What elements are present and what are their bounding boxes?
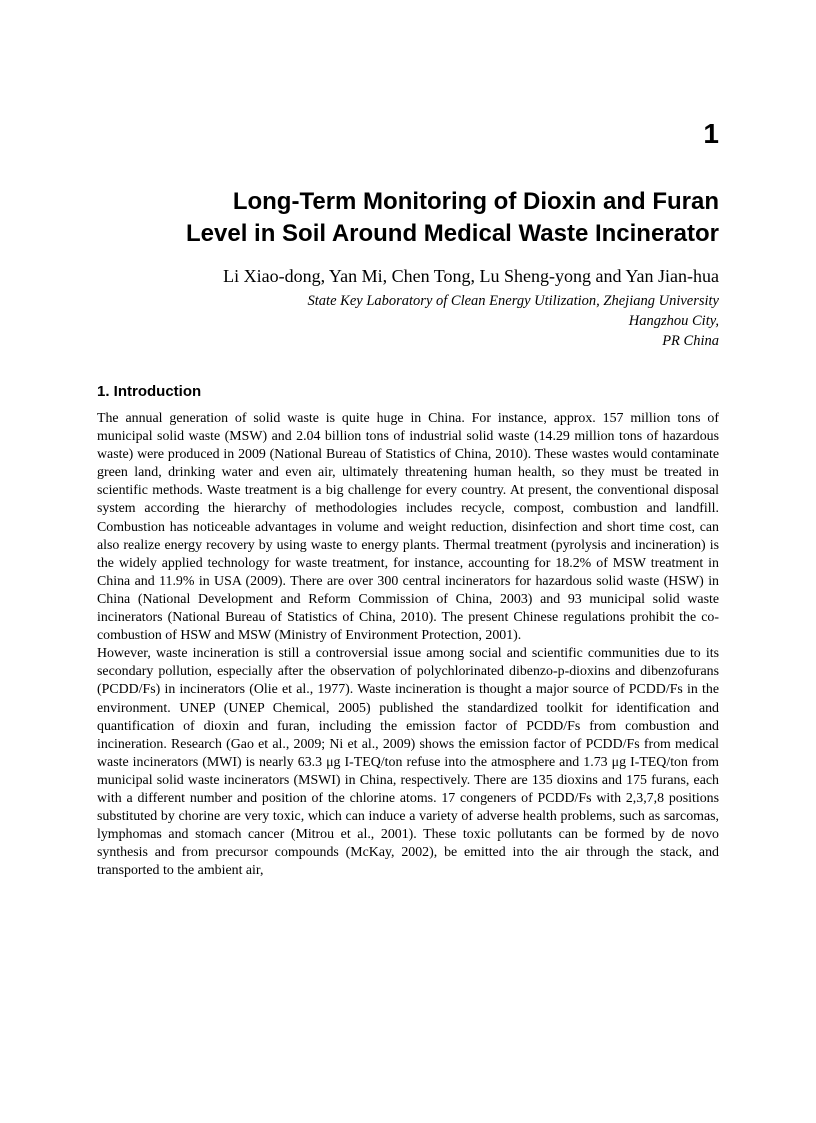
author-list: Li Xiao-dong, Yan Mi, Chen Tong, Lu Sheng-yong and Yan Jian-hua <box>223 266 719 286</box>
body-text <box>97 410 719 880</box>
affiliation-line-3: PR China <box>662 333 719 349</box>
title-line-2: Level in Soil Around Medical Waste Incinerator <box>186 220 719 247</box>
title-line-1: Long-Term Monitoring of Dioxin and Furan <box>232 188 719 215</box>
affiliation-line-2: Hangzhou City, <box>628 313 719 329</box>
paragraph-1: The annual generation of solid waste is quite huge in China. For instance, approx. 157 million tons of municipal solid waste (MSW) and 2.04 billion tons of industrial solid waste (14.29 million tons of hazardous waste) were produced in 2009 (National Bureau of Statistics of China, 2010). These wastes would contaminate green land, drinking water and even air, ultimately threatening human health, so they must be treated in scientific methods. Waste treatment is a big challenge for every country. At present, the conventional disposal system according the hierarchy of methodologies includes recycle, compost, combustion and landfill. Combustion has noticeable advantages in volume and weight reduction, disinfection and short time cost, can also realize energy recovery by using waste to energy plants. Thermal treatment (pyrolysis and incineration) is the widely applied technology for waste treatment, for instance, accounting for 18.2% of MSW treatment in China and 11.9% in USA (2009). There are over 300 central incinerators for hazardous solid waste (HSW) in China (National Development and Reform Commission of China, 2003) and 93 municipal solid waste incinerators (National Bureau of Statistics of China, 2010). The present Chinese regulations prohibit the co-combustion of HSW and MSW (Ministry of Environment Protection, 2001). <box>97 411 719 644</box>
chapter-number: 1 <box>703 118 719 149</box>
paper-title <box>79 186 719 250</box>
section-heading: 1. Introduction <box>97 383 202 400</box>
paragraph-2: However, waste incineration is still a controversial issue among social and scientific communities due to its secondary pollution, especially after the observation of polychlorinated dibenzo-p-dioxins and dibenzofurans (PCDD/Fs) in incinerators (Olie et al., 1977). Waste incineration is thought a major source of PCDD/Fs in the environment. UNEP (UNEP Chemical, 2005) published the standardized toolkit for identification and quantification of dioxin and furan, including the emission factor of PCDD/Fs from combustion and incineration. Research (Gao et al., 2009; Ni et al., 2009) shows the emission factor of PCDD/Fs from medical waste incinerators (MWI) is nearly 63.3 μg I-TEQ/ton refuse into the atmosphere and 1.73 μg I-TEQ/ton from municipal solid waste incinerators (MSWI) in China, respectively. There are 135 dioxins and 175 furans, each with a different number and position of the chlorine atoms. 17 congeners of PCDD/Fs with 2,3,7,8 positions substituted by chorine are very toxic, which can induce a variety of adverse health problems, such as sarcomas, lymphomas and stomach cancer (Mitrou et al., 2001). These toxic pollutants can be formed by de novo synthesis and from precursor compounds (McKay, 2002), be emitted into the air through the stack, and transported to the ambient air, <box>97 646 719 879</box>
affiliation-line-1: State Key Laboratory of Clean Energy Utilization, Zhejiang University <box>307 293 719 309</box>
affiliation <box>79 291 719 351</box>
